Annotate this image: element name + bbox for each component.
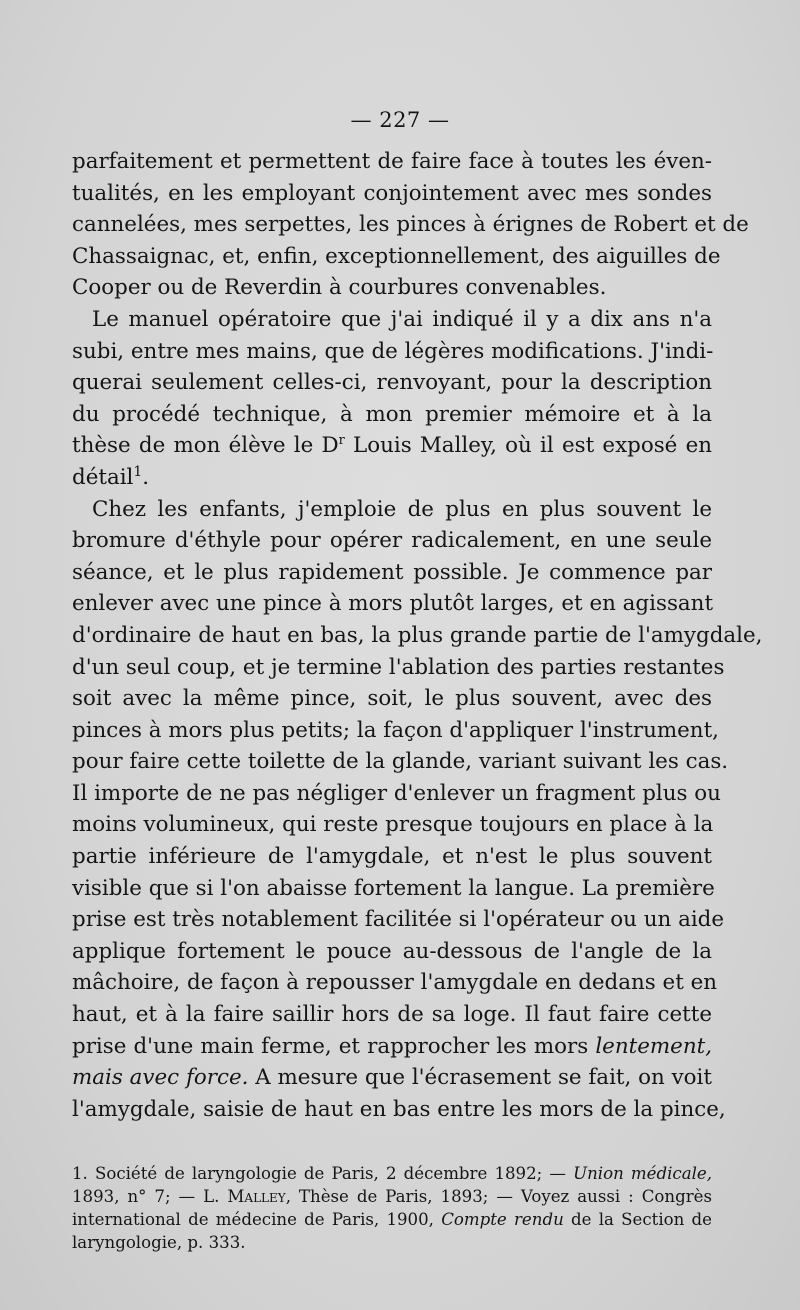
italic-fragment: Compte rendu (441, 1210, 564, 1229)
text-line (72, 462, 712, 494)
text-fragment: 1. Société de laryngologie de Paris, 2 décembre 1892; — (72, 1164, 574, 1183)
text-line: applique fortement le pouce au-dessous de l'angle de la (72, 938, 712, 964)
text-line: visible que si l'on abaisse fortement la langue. La première (72, 875, 715, 901)
paragraph-start: Le manuel opératoire que j'ai indiqué il y a dix ans n'a (92, 306, 712, 332)
text-line: séance, et le plus rapidement possible. Je commence par (72, 559, 712, 585)
footnote-line (72, 1185, 712, 1208)
footnotes (72, 1162, 712, 1254)
text-fragment: . (142, 464, 150, 490)
text-line: Il importe de ne pas négliger d'enlever un fragment plus ou (72, 780, 721, 806)
text-fragment: A mesure que l'écrasement se fait, on voit (248, 1065, 712, 1091)
text-line: moins volumineux, qui reste presque toujours en place à la (72, 812, 714, 838)
text-line: l'amygdale, saisie de haut en bas entre les mors de la pince, (72, 1096, 726, 1122)
author-name: Malley (227, 1187, 286, 1206)
text-line: parfaitement et permettent de faire face à toutes les éven- (72, 149, 712, 174)
text-line: subi, entre mes mains, que de légères modifications. J'indi- (72, 338, 714, 364)
text-line: Chassaignac, et, enfin, exceptionnellement, des aiguilles de (72, 243, 721, 269)
text-line: pinces à mors plus petits; la façon d'appliquer l'instrument, (72, 717, 719, 743)
text-line: du procédé technique, à mon premier mémoire et à la (72, 401, 712, 427)
italic-fragment: lentement, (595, 1033, 712, 1059)
text-fragment: de la Section de (563, 1210, 712, 1229)
paragraph-start: Chez les enfants, j'emploie de plus en plus souvent le (92, 496, 712, 522)
text-line: d'ordinaire de haut en bas, la plus grande partie de l'amygdale, (72, 622, 763, 648)
text-line: soit avec la même pince, soit, le plus souvent, avec des (72, 686, 712, 712)
italic-fragment: Union médicale, (573, 1164, 712, 1183)
text-fragment: 1893, n° 7; — L. (72, 1187, 228, 1206)
text-line: enlever avec une pince à mors plutôt larges, et en agissant (72, 591, 714, 617)
text-line: mâchoire, de façon à repousser l'amygdale en dedans et en (72, 970, 718, 996)
text-fragment: prise d'une main ferme, et rapprocher les mors (72, 1033, 596, 1059)
text-line: partie inférieure de l'amygdale, et n'est le plus souvent (72, 844, 712, 870)
text-fragment: détail (72, 464, 134, 490)
text-line (72, 1031, 712, 1063)
text-line: haut, et à la faire saillir hors de sa loge. Il faut faire cette (72, 1002, 712, 1028)
text-fragment: international de médecine de Paris, 1900, (72, 1210, 442, 1229)
text-line: cannelées, mes serpettes, les pinces à érignes de Robert et de (72, 212, 749, 238)
footnote-line (72, 1208, 712, 1231)
superscript: r (338, 433, 345, 449)
body-text (72, 146, 763, 1125)
text-line: bromure d'éthyle pour opérer radicalement, en une seule (72, 528, 712, 554)
text-fragment: , Thèse de Paris, 1893; — Voyez aussi : Congrès (285, 1187, 712, 1206)
text-line: prise est très notablement facilitée si l'opérateur ou un aide (72, 907, 725, 933)
italic-fragment: mais avec force. (72, 1065, 249, 1091)
text-line: tualités, en les employant conjointement avec mes sondes (72, 180, 712, 206)
text-line: pour faire cette toilette de la glande, variant suivant les cas. (72, 749, 729, 775)
text-fragment: Louis Malley, où il est exposé en (344, 433, 713, 459)
text-line (72, 430, 712, 462)
footnote-line: laryngologie, p. 333. (72, 1233, 246, 1252)
text-fragment: thèse de mon élève le D (72, 433, 339, 459)
text-line: d'un seul coup, et je termine l'ablation des parties restantes (72, 654, 725, 680)
page-number: — 227 — (350, 108, 450, 132)
footnote-reference: 1 (133, 463, 143, 480)
text-line: Cooper ou de Reverdin à courbures convenables. (72, 275, 607, 301)
text-line (72, 1062, 712, 1094)
footnote-line (72, 1162, 712, 1185)
text-line: querai seulement celles-ci, renvoyant, pour la description (72, 370, 712, 396)
